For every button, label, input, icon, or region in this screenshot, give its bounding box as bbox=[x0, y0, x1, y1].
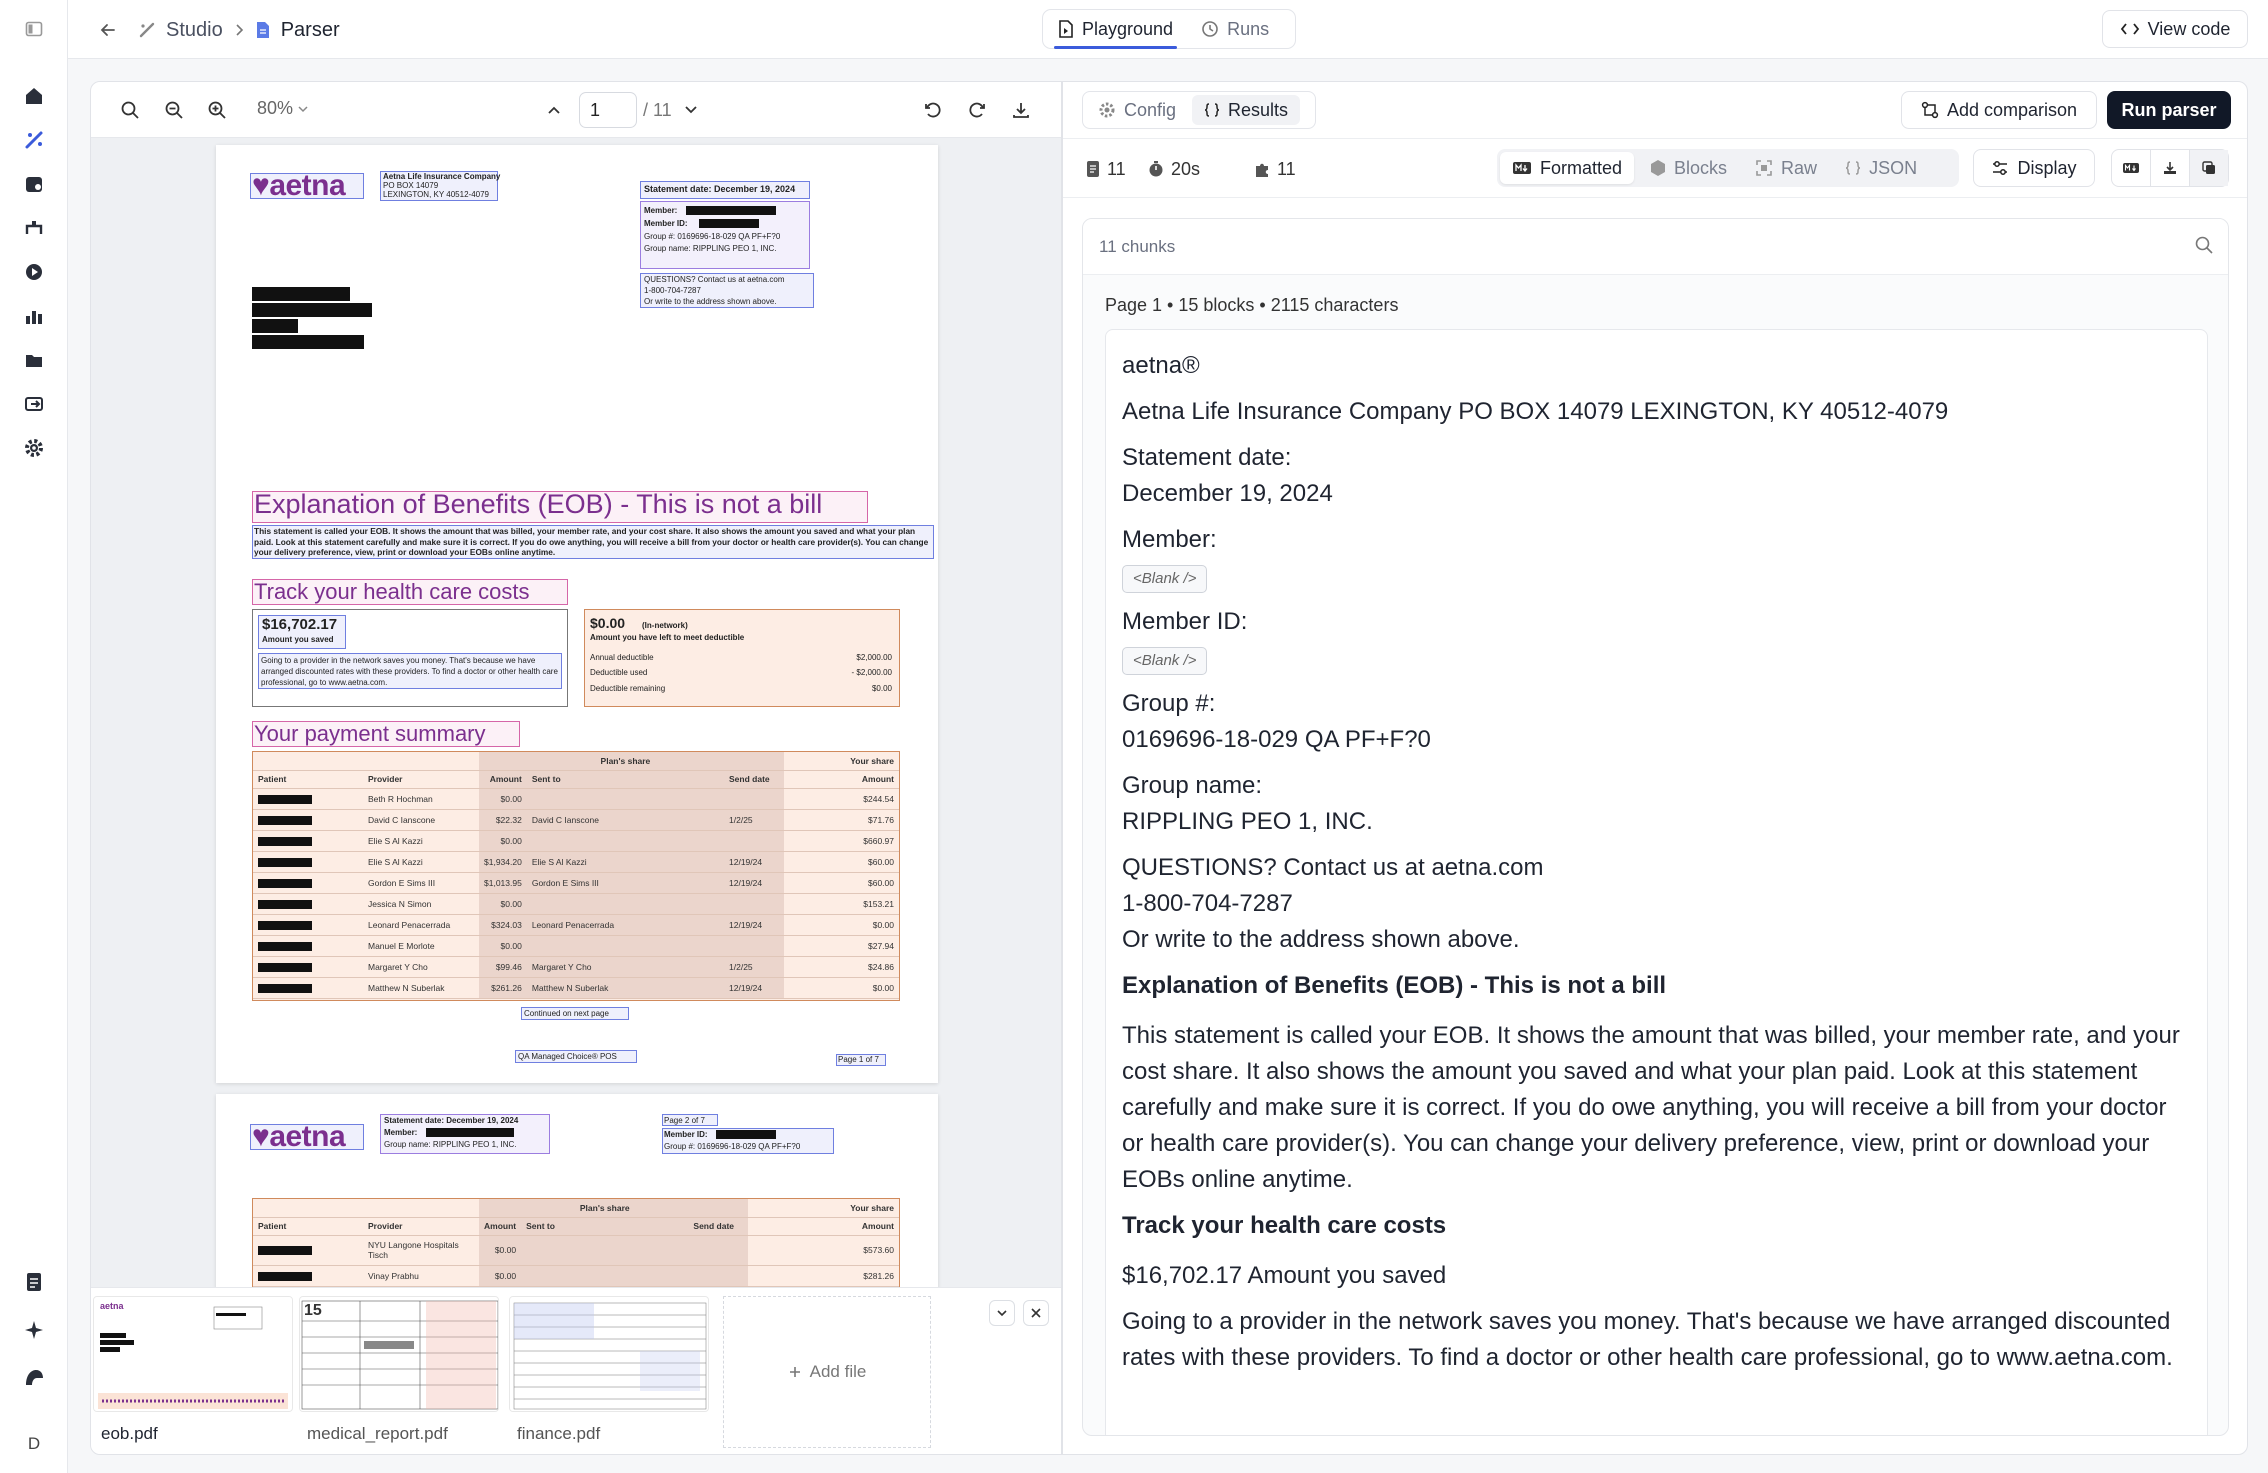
pages-stat bbox=[1085, 153, 1126, 185]
deductible-label: Amount you have left to meet deductible bbox=[590, 633, 745, 642]
tab-blocks-label: Blocks bbox=[1674, 157, 1728, 178]
your-amount-cell: $0.00 bbox=[784, 914, 899, 935]
provider-cell: Vinay Prabhu bbox=[363, 1265, 479, 1286]
chart-icon[interactable] bbox=[14, 296, 54, 336]
continued-note: Continued on next page bbox=[524, 1009, 609, 1018]
zoom-in-icon[interactable] bbox=[203, 96, 231, 124]
run-parser-button[interactable]: Run parser bbox=[2107, 91, 2231, 129]
chunks-stat-count: 11 bbox=[1277, 158, 1296, 179]
column-header: Amount bbox=[479, 1217, 521, 1235]
member-label: Member: bbox=[384, 1128, 418, 1137]
time-stat bbox=[1147, 153, 1200, 185]
user-avatar[interactable]: D bbox=[27, 1434, 41, 1453]
puzzle-icon bbox=[1253, 160, 1271, 178]
code-brackets-icon bbox=[2120, 21, 2140, 37]
column-header: Amount bbox=[748, 1217, 899, 1235]
footer-page: Page 1 of 7 bbox=[838, 1055, 879, 1064]
breadcrumb bbox=[138, 16, 340, 44]
breadcrumb-studio[interactable]: Studio bbox=[166, 18, 223, 41]
your-amount-cell: $573.60 bbox=[748, 1235, 899, 1265]
file-strip bbox=[91, 1287, 1062, 1455]
questions-line1: QUESTIONS? Contact us at aetna.com bbox=[644, 275, 785, 284]
table-row bbox=[253, 809, 899, 830]
file-name: finance.pdf bbox=[517, 1424, 601, 1443]
table-row bbox=[253, 1235, 899, 1265]
aetna-logo: ♥aetna bbox=[252, 1120, 346, 1153]
folder-icon[interactable] bbox=[14, 340, 54, 380]
deductible-row-value: $2,000.00 bbox=[856, 653, 892, 662]
send-date-cell: 12/19/24 bbox=[724, 851, 784, 872]
plan-amount-cell: $0.00 bbox=[479, 788, 527, 809]
scan-icon bbox=[1755, 159, 1773, 177]
saved-label: Amount you saved bbox=[262, 635, 334, 644]
sparkle-icon[interactable] bbox=[14, 1310, 54, 1350]
statement-date: Statement date: December 19, 2024 bbox=[644, 184, 796, 194]
config-results-tabs bbox=[1082, 91, 1316, 129]
your-amount-cell: $27.94 bbox=[784, 935, 899, 956]
settings-gear-icon[interactable] bbox=[14, 428, 54, 468]
provider-cell: David C Ianscone bbox=[363, 809, 479, 830]
questions-line3: Or write to the address shown above. bbox=[644, 297, 777, 306]
tab-formatted-label: Formatted bbox=[1540, 157, 1623, 178]
patient-redaction bbox=[258, 921, 312, 930]
patient-redaction bbox=[258, 900, 312, 909]
search-icon[interactable] bbox=[2194, 235, 2214, 255]
file-name: medical_report.pdf bbox=[307, 1424, 448, 1443]
deductible-row-label: Deductible remaining bbox=[590, 684, 666, 693]
send-date-cell: 12/19/24 bbox=[724, 977, 784, 998]
payment-summary-table bbox=[253, 752, 899, 999]
payment-title: Your payment summary bbox=[254, 721, 486, 746]
company-name: Aetna Life Insurance Company bbox=[383, 172, 501, 181]
chunk-content bbox=[1105, 329, 2208, 1436]
top-bar bbox=[68, 0, 2268, 59]
table-row bbox=[253, 1265, 899, 1286]
your-amount-cell: $660.97 bbox=[784, 830, 899, 851]
your-share-header: Your share bbox=[784, 752, 899, 770]
send-date-cell bbox=[724, 935, 784, 956]
plan-amount-cell: $0.00 bbox=[479, 1235, 521, 1265]
plan-amount-cell: $0.00 bbox=[479, 893, 527, 914]
content-member-id-label: Member ID: bbox=[1122, 608, 1248, 635]
page-number-input[interactable] bbox=[579, 92, 637, 128]
pdf-viewport[interactable] bbox=[91, 139, 1062, 1287]
send-date-cell bbox=[724, 893, 784, 914]
tab-results-label: Results bbox=[1228, 99, 1289, 120]
page-total: / 11 bbox=[643, 100, 672, 120]
tab-raw-label: Raw bbox=[1781, 157, 1818, 178]
patient-redaction bbox=[258, 879, 312, 888]
tab-raw[interactable] bbox=[1743, 152, 1829, 184]
chevron-right-icon bbox=[233, 23, 245, 37]
address-redaction-3 bbox=[252, 319, 298, 333]
send-date-cell: 1/2/25 bbox=[724, 809, 784, 830]
patient-redaction bbox=[258, 1272, 312, 1281]
document-icon bbox=[255, 21, 271, 39]
send-date-cell: 12/19/24 bbox=[724, 914, 784, 935]
member-label: Member: bbox=[644, 206, 678, 215]
stopwatch-icon bbox=[1147, 160, 1165, 178]
group-number: Group #: 0169696-18-029 QA PF+F?0 bbox=[664, 1142, 801, 1151]
database-icon[interactable] bbox=[14, 164, 54, 204]
deductible-row-value: - $2,000.00 bbox=[851, 668, 892, 677]
table-row bbox=[253, 851, 899, 872]
content-eob-text: This statement is called your EOB. It shows the amount that was billed, your member rate, and your cost share. It also shows the amount you saved and what your plan paid. Look at this statement carefully and make sure it is correct. If you do owe anything, you will receive a bill from your doctor or health care provider(s). You can change your delivery preference, view, print or download your EOBs online anytime. bbox=[1122, 1022, 2180, 1193]
table-row bbox=[253, 935, 899, 956]
sent-to-cell: Gordon E Sims III bbox=[527, 872, 724, 893]
sent-to-cell bbox=[527, 893, 724, 914]
time-value: 20s bbox=[1171, 158, 1201, 179]
svg-text:15: 15 bbox=[304, 1302, 322, 1319]
support-icon[interactable] bbox=[14, 1358, 54, 1398]
your-amount-cell: $71.76 bbox=[784, 809, 899, 830]
plans-share-header: Plan's share bbox=[527, 752, 724, 770]
integrations-icon[interactable] bbox=[14, 384, 54, 424]
provider-cell: Beth R Hochman bbox=[363, 788, 479, 809]
track-title: Track your health care costs bbox=[254, 579, 530, 604]
next-page-icon[interactable] bbox=[677, 96, 705, 124]
patient-redaction bbox=[258, 942, 312, 951]
your-amount-cell: $153.21 bbox=[784, 893, 899, 914]
chevron-down-icon bbox=[297, 104, 309, 114]
plan-amount-cell: $0.00 bbox=[479, 830, 527, 851]
column-header: Sent to bbox=[521, 1217, 688, 1235]
group-name: Group name: RIPPLING PEO 1, INC. bbox=[384, 1140, 517, 1149]
add-comparison-label: Add comparison bbox=[1946, 99, 2078, 120]
plan-amount-cell: $1,934.20 bbox=[479, 851, 527, 872]
play-icon[interactable] bbox=[14, 252, 54, 292]
content-questions-2: 1-800-704-7287 bbox=[1122, 890, 1293, 917]
studio-icon bbox=[138, 21, 156, 39]
provider-cell: Elie S Al Kazzi bbox=[363, 851, 479, 872]
content-group-name-label: Group name: bbox=[1122, 772, 1263, 799]
pdf-page-2 bbox=[216, 1094, 938, 1287]
display-label: Display bbox=[2017, 157, 2077, 178]
your-amount-cell: $60.00 bbox=[784, 872, 899, 893]
eob-title: Explanation of Benefits (EOB) - This is not a bill bbox=[254, 489, 823, 519]
parser-studio-icon[interactable] bbox=[14, 120, 54, 160]
svg-text:aetna: aetna bbox=[100, 1301, 124, 1311]
table-row bbox=[253, 830, 899, 851]
content-questions-1: QUESTIONS? Contact us at aetna.com bbox=[1122, 854, 1544, 881]
sent-to-cell: Elie S Al Kazzi bbox=[527, 851, 724, 872]
statement-date: Statement date: December 19, 2024 bbox=[384, 1116, 519, 1125]
back-arrow-icon[interactable] bbox=[94, 16, 122, 44]
payment-summary-table bbox=[253, 1199, 899, 1287]
viewer-toolbar bbox=[91, 82, 1062, 138]
content-statement-value: December 19, 2024 bbox=[1122, 480, 1333, 507]
curly-braces-icon bbox=[1204, 102, 1220, 118]
provider-cell: Gordon E Sims III bbox=[363, 872, 479, 893]
display-button[interactable] bbox=[1973, 149, 2095, 187]
saved-amount: $16,702.17 bbox=[262, 616, 338, 633]
deductible-row-value: $0.00 bbox=[871, 684, 892, 693]
close-strip-button[interactable] bbox=[1023, 1300, 1049, 1326]
group-name: Group name: RIPPLING PEO 1, INC. bbox=[644, 244, 777, 253]
home-icon[interactable] bbox=[14, 76, 54, 116]
content-questions-3: Or write to the address shown above. bbox=[1122, 926, 1520, 953]
sent-to-cell: Leonard Penacerrada bbox=[527, 914, 724, 935]
table-row bbox=[253, 893, 899, 914]
pdf-page-1 bbox=[216, 145, 938, 1083]
breadcrumb-parser: Parser bbox=[280, 18, 340, 41]
member-redaction bbox=[686, 206, 776, 215]
column-header: Provider bbox=[363, 770, 479, 788]
deductible-in-network: (In-network) bbox=[642, 621, 688, 630]
zoom-value: 80% bbox=[257, 98, 294, 118]
provider-cell: Matthew N Suberlak bbox=[363, 977, 479, 998]
file-thumbnail-eob[interactable] bbox=[93, 1296, 293, 1455]
send-date-cell bbox=[724, 788, 784, 809]
plan-amount-cell: $0.00 bbox=[479, 935, 527, 956]
content-statement-label: Statement date: bbox=[1122, 444, 1292, 471]
chunks-stat bbox=[1253, 153, 1296, 185]
sent-to-cell: Margaret Y Cho bbox=[527, 956, 724, 977]
playground-icon bbox=[1058, 20, 1074, 38]
column-header: Send date bbox=[724, 770, 784, 788]
sent-to-cell bbox=[527, 788, 724, 809]
view-code-button[interactable] bbox=[2102, 10, 2248, 48]
content-network-text: Going to a provider in the network saves you money. That's because we have arranged discounted rates with these providers. To find a doctor or other health care professional, go to www.aetna.com. bbox=[1122, 1308, 2173, 1371]
add-file-label: Add file bbox=[809, 1362, 867, 1381]
zoom-out-icon[interactable] bbox=[160, 96, 188, 124]
tab-config-label: Config bbox=[1124, 99, 1177, 120]
docs-icon[interactable] bbox=[14, 1262, 54, 1302]
sidebar-toggle-icon[interactable] bbox=[14, 9, 54, 49]
sent-to-cell bbox=[527, 830, 724, 851]
provider-cell: Jessica N Simon bbox=[363, 893, 479, 914]
content-eob-heading: Explanation of Benefits (EOB) - This is not a bill bbox=[1122, 972, 1667, 999]
plans-share-header: Plan's share bbox=[521, 1199, 688, 1217]
provider-cell: Elie S Al Kazzi bbox=[363, 830, 479, 851]
chevron-down-icon bbox=[996, 1308, 1008, 1318]
address-redaction-2 bbox=[252, 303, 372, 317]
blank-tag: <Blank /> bbox=[1122, 647, 1207, 675]
patient-redaction bbox=[258, 984, 312, 993]
send-date-cell bbox=[724, 830, 784, 851]
questions-line2: 1-800-704-7287 bbox=[644, 286, 701, 295]
download-icon[interactable] bbox=[1007, 96, 1035, 124]
add-file-button[interactable] bbox=[723, 1296, 931, 1448]
column-header: Amount bbox=[784, 770, 899, 788]
column-header: Amount bbox=[479, 770, 527, 788]
tab-config[interactable] bbox=[1086, 95, 1188, 125]
send-date-cell: 12/19/24 bbox=[724, 872, 784, 893]
column-header: Patient bbox=[253, 770, 363, 788]
company-city: LEXINGTON, KY 40512-4079 bbox=[383, 190, 489, 199]
deductible-amount: $0.00 bbox=[590, 615, 626, 631]
table-row bbox=[253, 956, 899, 977]
plan-amount-cell: $22.32 bbox=[479, 809, 527, 830]
provider-cell: Manuel E Morlote bbox=[363, 935, 479, 956]
your-amount-cell: $24.86 bbox=[784, 956, 899, 977]
view-code-label: View code bbox=[2147, 18, 2231, 39]
tab-results[interactable] bbox=[1192, 95, 1300, 125]
chunks-header bbox=[1083, 219, 2229, 275]
markdown-icon bbox=[1512, 161, 1532, 175]
column-header: Sent to bbox=[527, 770, 724, 788]
member-id-label: Member ID: bbox=[664, 1130, 708, 1139]
results-subbar bbox=[1063, 138, 2248, 198]
zoom-select[interactable] bbox=[257, 98, 309, 119]
chunks-container bbox=[1082, 218, 2229, 1436]
table-row bbox=[253, 788, 899, 809]
content-logo: aetna® bbox=[1122, 352, 1200, 379]
chunks-count: 11 chunks bbox=[1099, 237, 1176, 256]
rotate-left-icon[interactable] bbox=[919, 96, 947, 124]
plan-amount-cell: $0.00 bbox=[479, 1265, 521, 1286]
page-label: Page 2 of 7 bbox=[664, 1116, 705, 1125]
page-icon bbox=[1085, 160, 1101, 178]
plan-amount-cell: $324.03 bbox=[479, 914, 527, 935]
column-header: Send date bbox=[688, 1217, 748, 1235]
provider-cell: NYU Langone Hospitals Tisch bbox=[363, 1235, 479, 1265]
table-row bbox=[253, 977, 899, 998]
deductible-row-label: Deductible used bbox=[590, 668, 648, 677]
member-redaction bbox=[426, 1128, 514, 1137]
mode-tabs bbox=[1042, 9, 1296, 49]
tab-runs[interactable] bbox=[1189, 13, 1281, 45]
plan-amount-cell: $99.46 bbox=[479, 956, 527, 977]
address-redaction-1 bbox=[252, 287, 350, 301]
aetna-logo: ♥aetna bbox=[252, 169, 346, 202]
member-id-redaction bbox=[699, 219, 759, 228]
medical-report-thumbnail-image bbox=[299, 1296, 499, 1412]
sent-to-cell: David C Ianscone bbox=[527, 809, 724, 830]
table-row bbox=[253, 914, 899, 935]
your-amount-cell: $244.54 bbox=[784, 788, 899, 809]
group-number: Group #: 0169696-18-029 QA PF+F?0 bbox=[644, 232, 781, 241]
history-icon bbox=[1201, 20, 1219, 38]
your-amount-cell: $60.00 bbox=[784, 851, 899, 872]
tab-formatted[interactable] bbox=[1500, 152, 1634, 184]
download-icon[interactable] bbox=[2150, 150, 2189, 186]
eob-thumbnail-image bbox=[93, 1296, 293, 1412]
tab-playground-label: Playground bbox=[1082, 18, 1174, 39]
saved-text: Going to a provider in the network saves you money. That's because we have arranged discounted rates with these providers. To find a doctor or other health care professional, go to www.aetna.com. bbox=[261, 656, 558, 687]
plan-amount-cell: $261.26 bbox=[479, 977, 527, 998]
sent-to-cell bbox=[527, 935, 724, 956]
file-name: eob.pdf bbox=[101, 1424, 158, 1443]
patient-redaction bbox=[258, 816, 312, 825]
tab-json[interactable] bbox=[1833, 152, 1929, 184]
document-viewer bbox=[90, 81, 1062, 1455]
patient-redaction bbox=[258, 858, 312, 867]
chunk-meta: Page 1 • 15 blocks • 2115 characters bbox=[1105, 295, 1399, 315]
content-member-label: Member: bbox=[1122, 526, 1217, 553]
patient-redaction bbox=[258, 837, 312, 846]
plan-amount-cell: $1,013.95 bbox=[479, 872, 527, 893]
column-header: Patient bbox=[253, 1217, 363, 1235]
finance-thumbnail-image bbox=[509, 1296, 709, 1412]
content-group-label: Group #: bbox=[1122, 690, 1216, 717]
previous-page-icon[interactable] bbox=[540, 96, 568, 124]
add-comparison-button[interactable] bbox=[1901, 91, 2097, 129]
tab-playground[interactable] bbox=[1046, 13, 1185, 45]
patient-redaction bbox=[258, 963, 312, 972]
content-saved: $16,702.17 Amount you saved bbox=[1122, 1262, 1447, 1289]
gear-icon bbox=[1098, 101, 1116, 119]
content-track-heading: Track your health care costs bbox=[1122, 1212, 1447, 1239]
column-header: Provider bbox=[363, 1217, 479, 1235]
your-share-header: Your share bbox=[748, 1199, 899, 1217]
company-pobox: PO BOX 14079 bbox=[383, 181, 439, 190]
tab-json-label: JSON bbox=[1869, 157, 1918, 178]
file-thumbnail-medical-report[interactable] bbox=[299, 1296, 499, 1455]
copy-icon[interactable] bbox=[2189, 150, 2228, 186]
search-icon[interactable] bbox=[116, 96, 144, 124]
format-tabs bbox=[1497, 149, 1959, 187]
sliders-icon bbox=[1991, 160, 2009, 176]
content-group-value: 0169696-18-029 QA PF+F?0 bbox=[1122, 726, 1431, 753]
pages-count: 11 bbox=[1107, 158, 1126, 179]
blank-tag: <Blank /> bbox=[1122, 565, 1207, 593]
tab-runs-label: Runs bbox=[1227, 18, 1270, 39]
send-date-cell: 1/2/25 bbox=[724, 956, 784, 977]
cube-icon bbox=[1650, 159, 1666, 177]
close-icon bbox=[1030, 1307, 1042, 1319]
table-row bbox=[253, 872, 899, 893]
export-actions bbox=[2111, 149, 2229, 187]
workflow-icon[interactable] bbox=[14, 208, 54, 248]
rotate-right-icon[interactable] bbox=[963, 96, 991, 124]
content-group-name-value: RIPPLING PEO 1, INC. bbox=[1122, 808, 1373, 835]
plus-icon bbox=[788, 1365, 802, 1379]
curly-braces-icon bbox=[1845, 160, 1861, 176]
left-rail bbox=[0, 0, 68, 1473]
eob-text: This statement is called your EOB. It shows the amount that was billed, your member rate, and your cost share. It also shows the amount you saved and what your plan paid. Look at this statement carefully and make sure it is correct. If you do owe anything, you will receive a bill from your doctor or health care provider(s). You can change your delivery preference, view, print or download your EOBs online anytime. bbox=[254, 526, 929, 557]
sent-to-cell: Matthew N Suberlak bbox=[527, 977, 724, 998]
compare-icon bbox=[1921, 101, 1939, 119]
patient-redaction bbox=[258, 795, 312, 804]
member-id-redaction bbox=[716, 1130, 776, 1139]
provider-cell: Leonard Penacerrada bbox=[363, 914, 479, 935]
your-amount-cell: $0.00 bbox=[784, 977, 899, 998]
patient-redaction bbox=[258, 1246, 312, 1255]
address-redaction-4 bbox=[252, 335, 364, 349]
results-panel bbox=[1062, 81, 2248, 1455]
deductible-row-label: Annual deductible bbox=[590, 653, 654, 662]
tab-blocks[interactable] bbox=[1638, 152, 1739, 184]
markdown-export-icon[interactable] bbox=[2112, 150, 2150, 186]
your-amount-cell: $281.26 bbox=[748, 1265, 899, 1286]
file-thumbnail-finance[interactable] bbox=[509, 1296, 709, 1455]
collapse-strip-button[interactable] bbox=[989, 1300, 1015, 1326]
footer-plan: QA Managed Choice® POS bbox=[518, 1052, 617, 1061]
member-id-label: Member ID: bbox=[644, 219, 688, 228]
provider-cell: Margaret Y Cho bbox=[363, 956, 479, 977]
content-company: Aetna Life Insurance Company PO BOX 14079 LEXINGTON, KY 40512-4079 bbox=[1122, 398, 1949, 425]
